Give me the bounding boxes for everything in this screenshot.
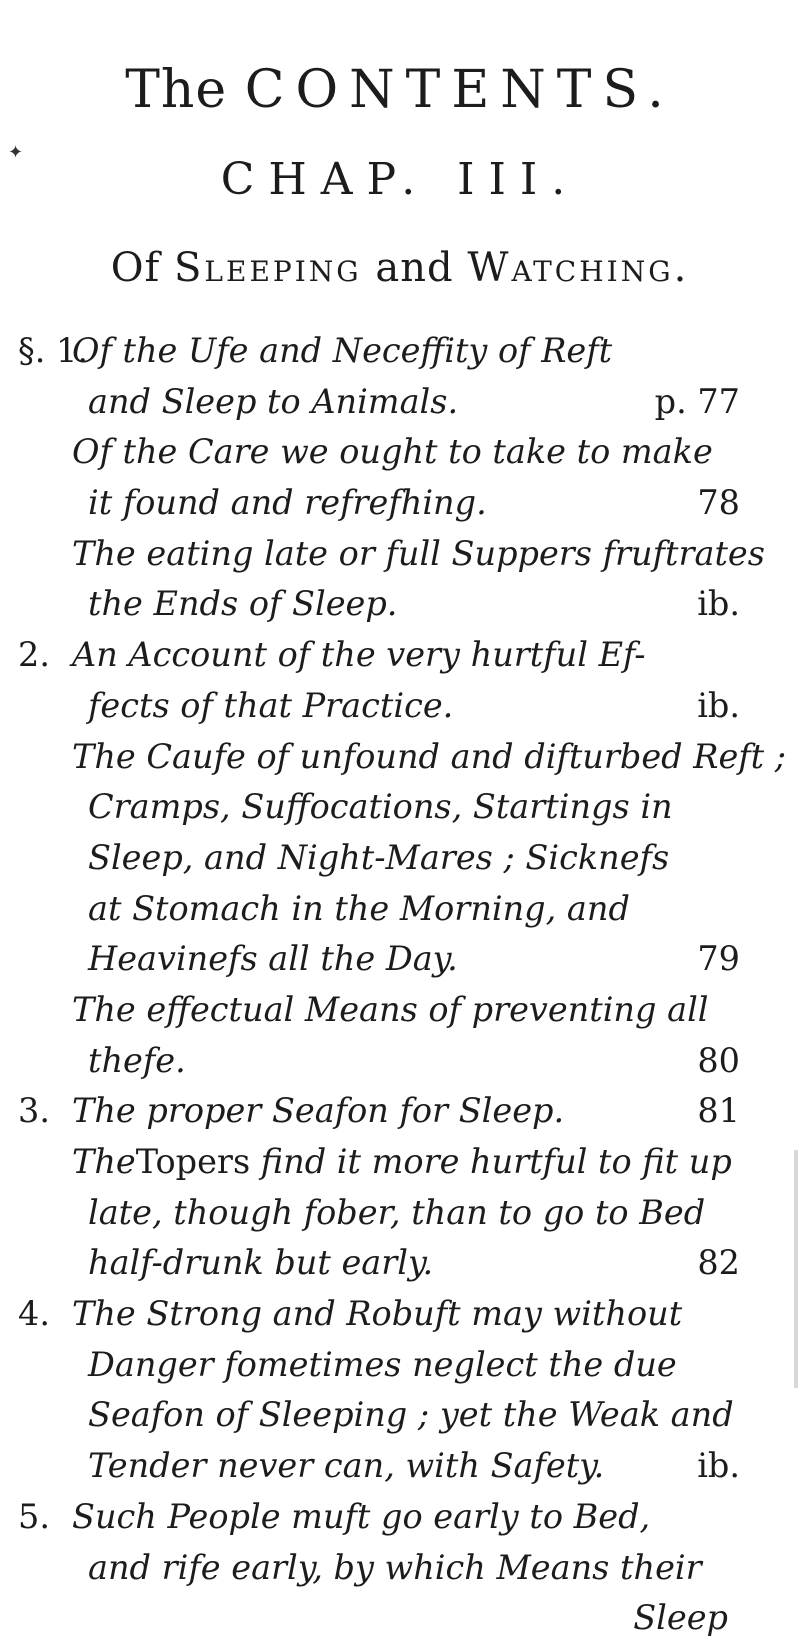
entry-line: Seafon of Sleeping ; yet the Weak and — [88, 1395, 734, 1435]
contents-entry — [0, 529, 800, 630]
chapter-title-sleeping: Sleeping — [174, 245, 362, 291]
entry-line: and Sleep to Animals. — [88, 381, 459, 421]
running-head-contents: CONTENTS. — [244, 60, 675, 120]
section-number: 2. — [18, 635, 50, 675]
page-reference: ib. — [697, 1446, 740, 1486]
entry-line: Of the Ufe and Neceffity of Reft — [72, 331, 613, 370]
page-reference: 80 — [697, 1040, 740, 1080]
contents-entry — [0, 1289, 800, 1492]
entry-word: The — [72, 1142, 136, 1181]
entry-line: thefe. — [88, 1040, 186, 1080]
page-reference: 81 — [697, 1091, 740, 1131]
section-number: 5. — [18, 1496, 50, 1536]
entry-line: Danger fometimes neglect the due — [88, 1344, 677, 1384]
page-reference: 78 — [697, 483, 740, 523]
chapter-label: CHAP. III. — [220, 154, 580, 205]
entry-line: Sleep, and Night-Mares ; Sicknefs — [88, 837, 670, 877]
contents-entry — [0, 326, 800, 427]
entry-line: Of the Care we ought to take to make — [72, 432, 713, 472]
chapter-title-and: and — [375, 245, 454, 291]
contents-list — [0, 326, 800, 1644]
printer-mark-icon: ✦ — [8, 142, 24, 163]
entry-line: it found and refrefhing. — [88, 483, 487, 523]
entry-line: the Ends of Sleep. — [88, 584, 398, 624]
chapter-title-of: Of — [110, 245, 161, 291]
entry-line: The eating late or full Suppers fruftrates — [72, 533, 765, 573]
entry-line: An Account of the very hurtful Ef- — [72, 635, 646, 675]
entry-line: Heavinefs all the Day. — [88, 939, 458, 979]
entry-line: The Strong and Robuft may without — [72, 1294, 683, 1334]
chapter-title — [0, 242, 800, 294]
page-reference: p. 77 — [654, 381, 740, 421]
page-reference: 82 — [697, 1243, 740, 1283]
entry-word: find it more hurtful to fit up — [260, 1142, 732, 1181]
contents-entry — [0, 1492, 800, 1644]
contents-entry — [0, 732, 800, 985]
chapter-title-watching: Watching. — [467, 245, 690, 291]
entry-line: Tender never can, with Safety. — [88, 1446, 605, 1486]
entry-line: The effectual Means of preventing all — [72, 989, 709, 1029]
contents-entry — [0, 630, 800, 731]
section-number: §. 1. — [18, 331, 89, 370]
running-head-the: The — [125, 60, 228, 120]
entry-line: The Caufe of unfound and difturbed Reft ; — [72, 736, 787, 776]
running-head — [0, 58, 800, 122]
catchword: Sleep — [633, 1598, 728, 1638]
contents-entry — [0, 1086, 800, 1137]
page-reference: 79 — [697, 939, 740, 979]
entry-word-roman: Topers — [135, 1142, 251, 1181]
page-reference: ib. — [697, 685, 740, 725]
contents-entry — [0, 427, 800, 528]
entry-line — [72, 1137, 732, 1188]
entry-line: at Stomach in the Morning, and — [88, 888, 630, 928]
section-number: 3. — [18, 1091, 50, 1131]
page-edge-divider — [794, 1150, 798, 1388]
entry-line: fects of that Practice. — [88, 685, 454, 725]
entry-line: half-drunk but early. — [88, 1243, 434, 1283]
contents-entry — [0, 1137, 800, 1289]
entry-line: The proper Seafon for Sleep. — [72, 1091, 565, 1131]
entry-line: and rife early, by which Means their — [88, 1547, 702, 1587]
entry-line: Cramps, Suffocations, Startings in — [88, 787, 673, 827]
entry-line: late, though fober, than to go to Bed — [88, 1192, 706, 1232]
entry-line: Such People muft go early to Bed, — [72, 1496, 651, 1536]
section-number: 4. — [18, 1294, 50, 1334]
contents-entry — [0, 985, 800, 1086]
page-reference: ib. — [697, 584, 740, 624]
